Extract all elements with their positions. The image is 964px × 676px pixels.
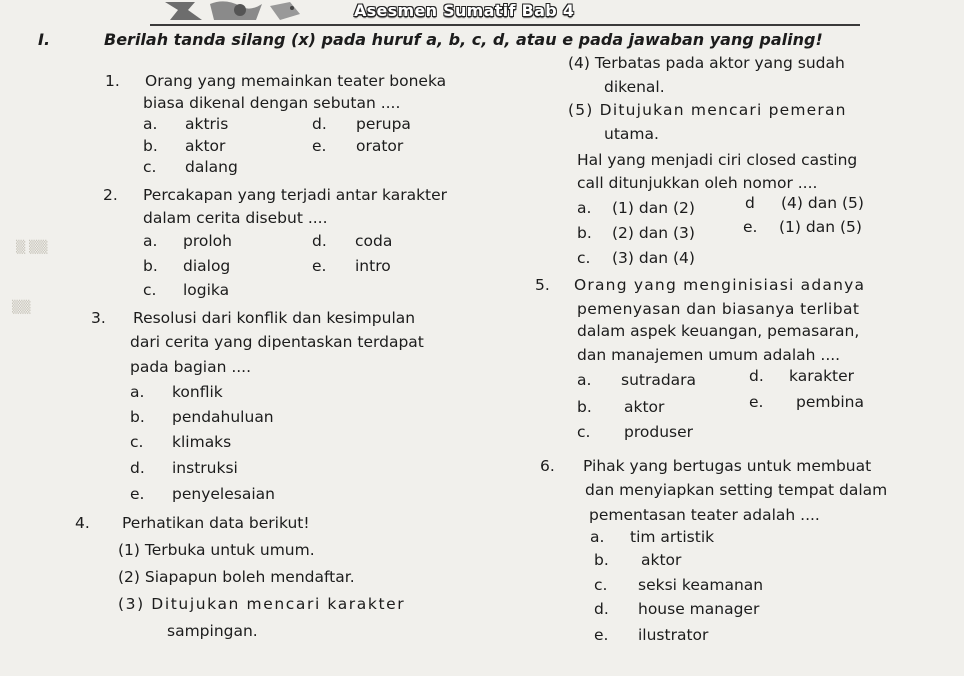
- question-text: dan manajemen umum adalah ....: [577, 346, 841, 364]
- option-letter[interactable]: c.: [143, 158, 157, 176]
- option-text[interactable]: proloh: [183, 232, 232, 250]
- question-number: 2.: [103, 186, 118, 204]
- option-letter[interactable]: b.: [577, 398, 592, 416]
- question-text: Hal yang menjadi ciri closed casting: [577, 151, 858, 169]
- decorative-banner-art: [150, 0, 330, 22]
- option-letter[interactable]: b.: [130, 408, 145, 426]
- option-letter[interactable]: d: [745, 194, 755, 212]
- option-letter[interactable]: a.: [577, 199, 592, 217]
- option-text[interactable]: aktor: [641, 551, 682, 569]
- option-letter[interactable]: e.: [743, 218, 758, 236]
- option-letter[interactable]: a.: [130, 383, 145, 401]
- option-text[interactable]: (3) dan (4): [612, 249, 695, 267]
- question-text: Perhatikan data berikut!: [122, 514, 310, 532]
- option-letter[interactable]: b.: [594, 551, 609, 569]
- data-item: (5) Ditujukan mencari pemeran: [568, 101, 847, 119]
- question-number: 3.: [91, 309, 106, 327]
- option-text[interactable]: seksi keamanan: [638, 576, 764, 594]
- option-text[interactable]: konflik: [172, 383, 223, 401]
- question-text: dalam cerita disebut ....: [143, 209, 328, 227]
- option-text[interactable]: coda: [355, 232, 393, 250]
- option-text[interactable]: house manager: [638, 600, 760, 618]
- header-banner: [150, 0, 860, 26]
- question-text: Resolusi dari konflik dan kesimpulan: [133, 309, 416, 327]
- option-letter[interactable]: d.: [312, 232, 327, 250]
- option-letter[interactable]: c.: [594, 576, 608, 594]
- question-text: pementasan teater adalah ....: [589, 506, 820, 524]
- option-text[interactable]: ilustrator: [638, 626, 709, 644]
- option-text[interactable]: (4) dan (5): [781, 194, 864, 212]
- data-item: (4) Terbatas pada aktor yang sudah: [568, 54, 845, 72]
- question-text: biasa dikenal dengan sebutan ....: [143, 94, 401, 112]
- option-letter[interactable]: e.: [312, 257, 327, 275]
- option-letter[interactable]: d.: [749, 367, 764, 385]
- question-text: Orang yang menginisiasi adanya: [574, 276, 866, 294]
- option-text[interactable]: penyelesaian: [172, 485, 275, 503]
- option-letter[interactable]: a.: [143, 232, 158, 250]
- option-text[interactable]: intro: [355, 257, 391, 275]
- option-text[interactable]: perupa: [356, 115, 411, 133]
- option-text[interactable]: aktris: [185, 115, 229, 133]
- option-text[interactable]: pendahuluan: [172, 408, 274, 426]
- page-title: Asesmen Sumatif Bab 4: [354, 1, 575, 20]
- option-text[interactable]: produser: [624, 423, 694, 441]
- question-text: Pihak yang bertugas untuk membuat: [583, 457, 872, 475]
- data-item: (3) Ditujukan mencari karakter: [118, 595, 406, 613]
- question-number: 6.: [540, 457, 555, 475]
- background-decoration: ▒▒: [12, 300, 31, 314]
- option-text[interactable]: dialog: [183, 257, 231, 275]
- question-text: dari cerita yang dipentaskan terdapat: [130, 333, 424, 351]
- question-number: 5.: [535, 276, 550, 294]
- question-text: Percakapan yang terjadi antar karakter: [143, 186, 448, 204]
- section-instruction: Berilah tanda silang (x) pada huruf a, b, c, d, atau e pada jawaban yang paling!: [104, 30, 823, 49]
- question-number: 1.: [105, 72, 120, 90]
- option-text[interactable]: klimaks: [172, 433, 232, 451]
- question-text: pemenyasan dan biasanya terlibat: [577, 300, 860, 318]
- option-letter[interactable]: c.: [130, 433, 144, 451]
- option-letter[interactable]: c.: [577, 423, 591, 441]
- option-letter[interactable]: e.: [749, 393, 764, 411]
- option-text[interactable]: instruksi: [172, 459, 238, 477]
- option-letter[interactable]: e.: [594, 626, 609, 644]
- option-text[interactable]: aktor: [624, 398, 665, 416]
- option-letter[interactable]: c.: [577, 249, 591, 267]
- option-letter[interactable]: b.: [143, 137, 158, 155]
- option-letter[interactable]: c.: [143, 281, 157, 299]
- section-number: I.: [38, 30, 51, 49]
- question-text: pada bagian ....: [130, 358, 252, 376]
- data-item: (1) Terbuka untuk umum.: [118, 541, 315, 559]
- option-text[interactable]: orator: [356, 137, 404, 155]
- option-text[interactable]: logika: [183, 281, 230, 299]
- option-letter[interactable]: e.: [312, 137, 327, 155]
- option-letter[interactable]: e.: [130, 485, 145, 503]
- option-letter[interactable]: a.: [143, 115, 158, 133]
- option-letter[interactable]: b.: [143, 257, 158, 275]
- option-letter[interactable]: d.: [130, 459, 145, 477]
- option-text[interactable]: pembina: [796, 393, 864, 411]
- background-decoration: ▒ ▒▒: [16, 240, 48, 254]
- option-text[interactable]: (1) dan (5): [779, 218, 862, 236]
- option-letter[interactable]: a.: [577, 371, 592, 389]
- option-text[interactable]: dalang: [185, 158, 238, 176]
- option-letter[interactable]: b.: [577, 224, 592, 242]
- question-number: 4.: [75, 514, 90, 532]
- data-item: sampingan.: [167, 622, 258, 640]
- question-text: Orang yang memainkan teater boneka: [145, 72, 447, 90]
- question-text: call ditunjukkan oleh nomor ....: [577, 174, 818, 192]
- data-item: (2) Siapapun boleh mendaftar.: [118, 568, 355, 586]
- option-text[interactable]: karakter: [789, 367, 855, 385]
- option-letter[interactable]: d.: [312, 115, 327, 133]
- option-letter[interactable]: a.: [590, 528, 605, 546]
- option-text[interactable]: (1) dan (2): [612, 199, 695, 217]
- data-item: dikenal.: [604, 78, 665, 96]
- option-text[interactable]: aktor: [185, 137, 226, 155]
- option-text[interactable]: tim artistik: [630, 528, 715, 546]
- question-text: dan menyiapkan setting tempat dalam: [585, 481, 888, 499]
- data-item: utama.: [604, 125, 659, 143]
- option-text[interactable]: (2) dan (3): [612, 224, 695, 242]
- option-letter[interactable]: d.: [594, 600, 609, 618]
- option-text[interactable]: sutradara: [621, 371, 697, 389]
- question-text: dalam aspek keuangan, pemasaran,: [577, 322, 860, 340]
